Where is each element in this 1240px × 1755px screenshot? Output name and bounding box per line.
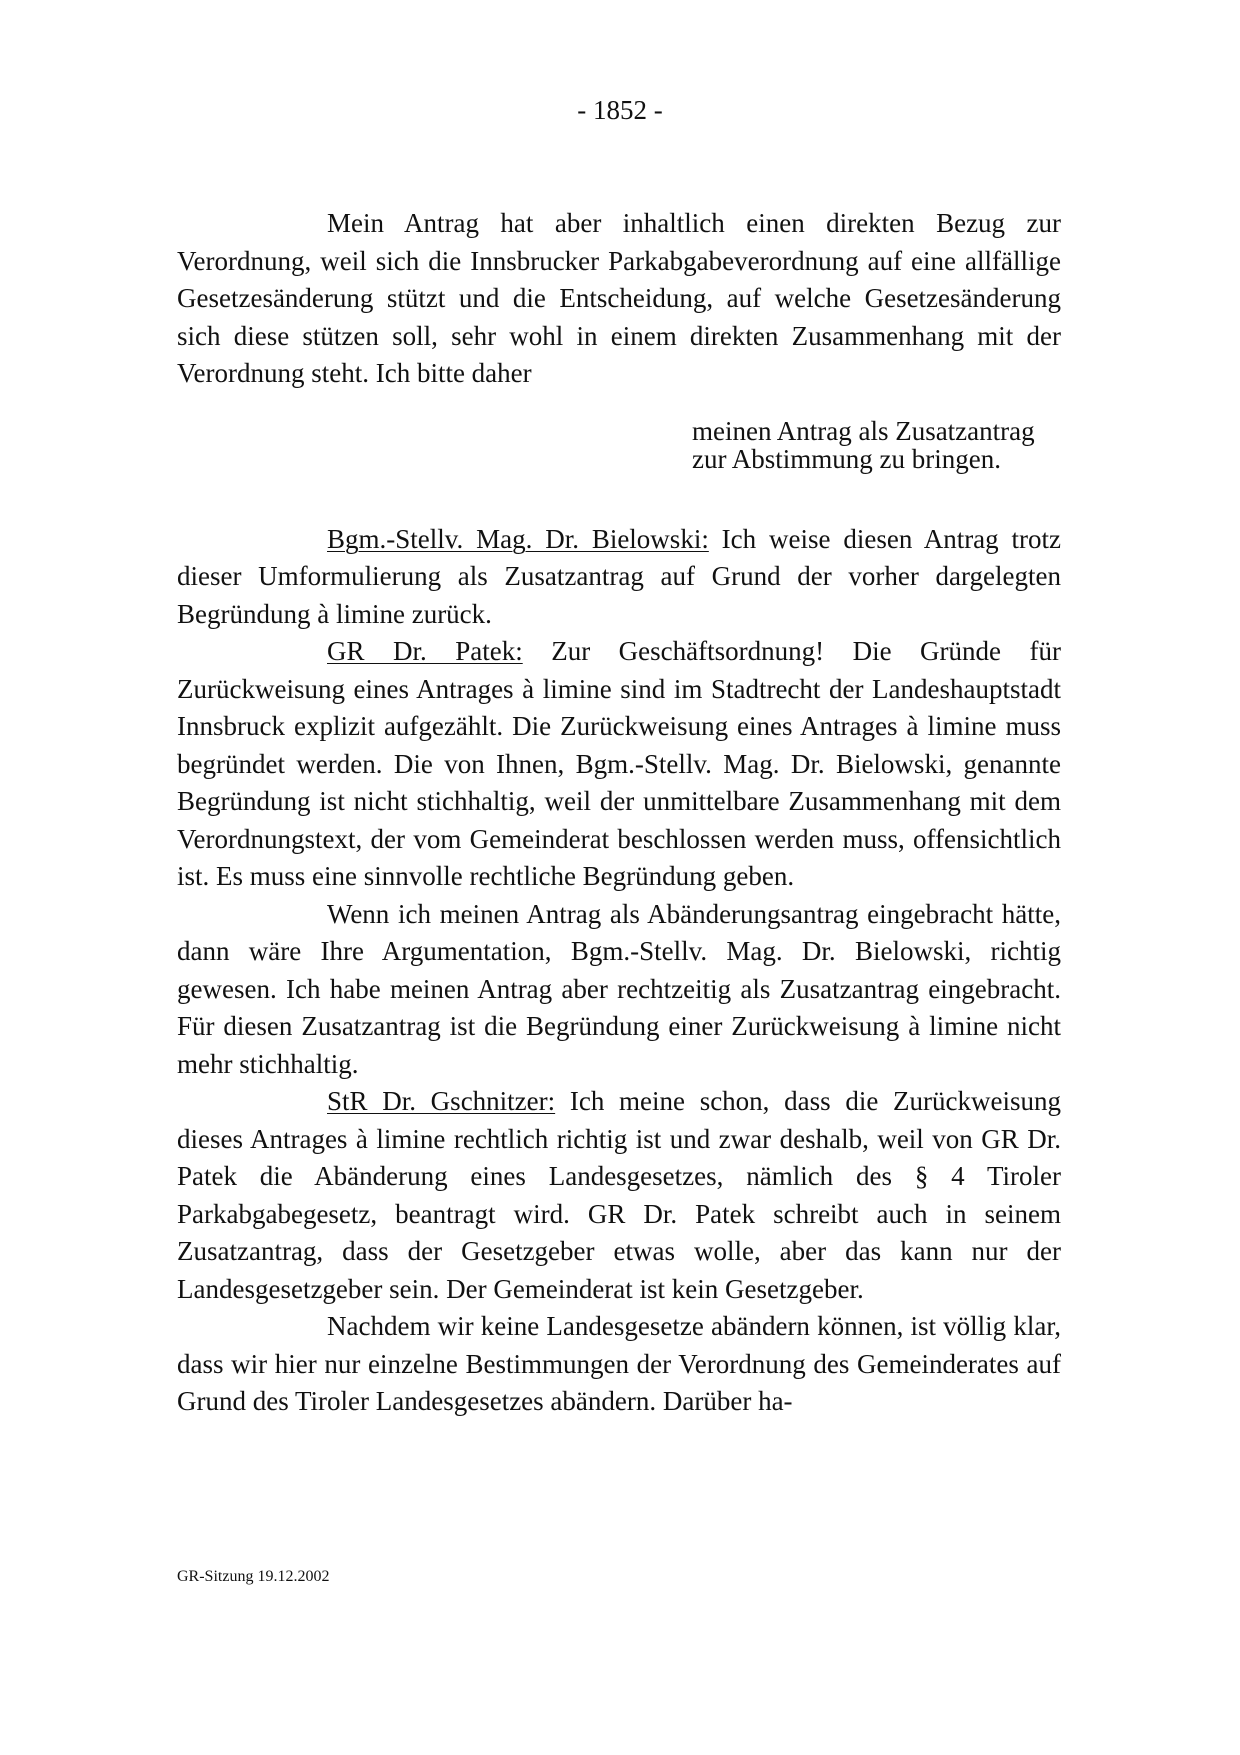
speaker-name: StR Dr. Gschnitzer: xyxy=(327,1086,556,1116)
request-line-2: zur Abstimmung zu bringen. xyxy=(692,443,1001,474)
statement-text: Zur Geschäftsordnung! Die Gründe für Zurückweisung eines Antrages à limine sind im Stadtrecht der Landeshauptstadt Innsbruck explizit aufgezählt. Die Zurückweisung eines Antrages à limine muss begründet werden. Die von Ihnen, Bgm.-Stellv. Mag. Dr. Bielowski, genannte Begründung ist nicht stichhaltig, weil der unmittelbare Zusammenhang mit dem Verordnungstext, der vom Gemeinderat beschlossen werden muss, offensichtlich ist. Es muss eine sinnvolle rechtliche Begründung geben. xyxy=(177,636,1061,891)
document-body xyxy=(177,205,1061,1421)
statement-patek xyxy=(177,633,1061,896)
speaker-name: GR Dr. Patek: xyxy=(327,636,523,666)
paragraph-intro: Mein Antrag hat aber inhaltlich einen direkten Bezug zur Verordnung, weil sich die Innsbrucker Parkabgabeverordnung auf eine allfällige Gesetzesänderung stützt und die Entscheidung, auf welche Gesetzesänderung sich diese stützen soll, sehr wohl in einem direkten Zusammenhang mit der Verordnung steht. Ich bitte daher xyxy=(177,208,1061,388)
statement-bielowski xyxy=(177,521,1061,634)
statement-gschnitzer-continued: Nachdem wir keine Landesgesetze abändern können, ist völlig klar, dass wir hier nur einzelne Bestimmungen der Verordnung des Gemeinderates auf Grund des Tiroler Landesgesetzes abändern. Darüber ha- xyxy=(177,1311,1061,1416)
footer-session: GR-Sitzung 19.12.2002 xyxy=(177,1568,330,1585)
statement-text: Ich meine schon, dass die Zurückweisung dieses Antrages à limine rechtlich richtig ist und zwar deshalb, weil von GR Dr. Patek die Abänderung eines Landesgesetzes, nämlich des § 4 Tiroler Parkabgabegesetz, beantragt wird. GR Dr. Patek schreibt auch in seinem Zusatzantrag, dass der Gesetzgeber etwas wolle, aber das kann nur der Landesgesetzgeber sein. Der Gemeinderat ist kein Gesetzgeber. xyxy=(177,1086,1061,1304)
page-number: - 1852 - xyxy=(577,95,663,125)
request-line-1: meinen Antrag als Zusatzantrag xyxy=(692,415,1035,446)
statement-gschnitzer xyxy=(177,1083,1061,1308)
statement-text: Ich weise diesen Antrag trotz dieser Umformulierung als Zusatzantrag auf Grund der vorher dargelegten Begründung à limine zurück. xyxy=(177,523,1062,629)
speaker-name: Bgm.-Stellv. Mag. Dr. Bielowski: xyxy=(327,523,709,554)
request-block xyxy=(692,417,1061,473)
statement-patek-continued: Wenn ich meinen Antrag als Abänderungsantrag eingebracht hätte, dann wäre Ihre Argumentation, Bgm.-Stellv. Mag. Dr. Bielowski, richtig gewesen. Ich habe meinen Antrag aber rechtzeitig als Zusatzantrag eingebracht. Für diesen Zusatzantrag ist die Begründung einer Zurückweisung à limine nicht mehr stichhaltig. xyxy=(177,898,1061,1079)
